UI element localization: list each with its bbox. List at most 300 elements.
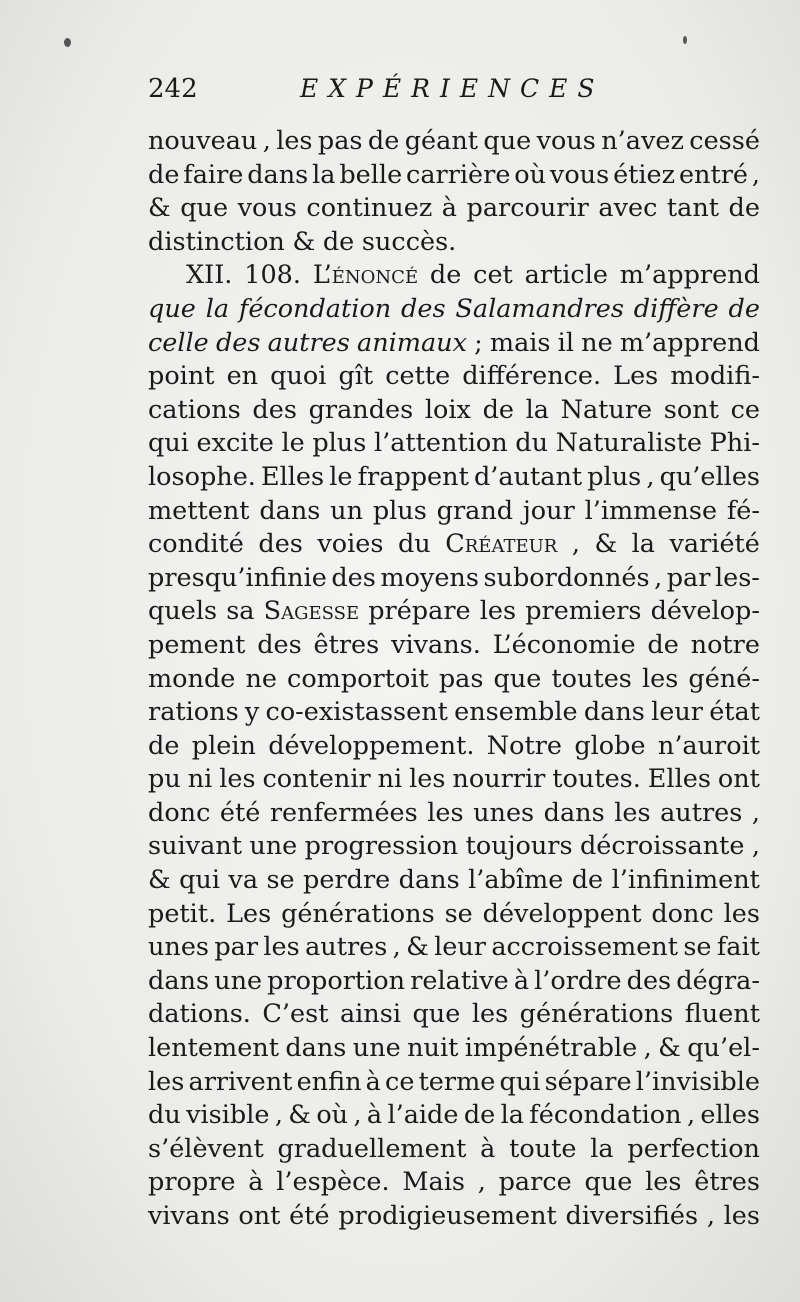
word-fragment: nouveau (148, 126, 258, 156)
word (427, 797, 463, 831)
word-fragment: rations (148, 697, 239, 728)
text-line (148, 192, 760, 226)
word-fragment: vivans (148, 1201, 230, 1231)
word-fragment: de (647, 629, 679, 660)
word (288, 1099, 311, 1133)
word-fragment: que (493, 663, 542, 694)
word-fragment: prépare (368, 596, 471, 627)
word-fragment: que (412, 999, 461, 1030)
word-fragment: la (312, 159, 336, 190)
word-fragment: générations (519, 999, 674, 1030)
word (473, 797, 534, 831)
word (523, 495, 575, 529)
word-fragment: contenir (262, 764, 371, 795)
word-fragment: les (645, 1167, 682, 1198)
word-fragment: parce (498, 1167, 572, 1198)
word-fragment: Créateur (445, 529, 558, 560)
word (226, 898, 271, 932)
word (613, 360, 658, 394)
word (452, 763, 545, 797)
word-fragment: le (329, 461, 353, 492)
word-fragment: animaux (357, 327, 467, 358)
word-fragment: pas (317, 126, 363, 156)
word-fragment: les (723, 898, 760, 929)
word-fragment: toute (509, 1133, 577, 1164)
word-fragment: dans (259, 495, 321, 526)
word (148, 797, 210, 831)
word-fragment: plein (191, 730, 256, 761)
word-fragment: toujours (465, 831, 573, 862)
word (148, 495, 250, 529)
word (263, 931, 299, 965)
word (180, 192, 228, 226)
word-fragment: autres (305, 932, 388, 963)
word-fragment: les (479, 596, 517, 627)
word-fragment: l’attention (373, 428, 508, 459)
word-fragment: à (366, 1100, 383, 1131)
word-fragment: générations (281, 898, 435, 929)
word (367, 1099, 382, 1133)
word-fragment: géant (404, 126, 478, 156)
word-fragment: fécondation (529, 1100, 682, 1131)
word-fragment: développent (482, 898, 642, 929)
word-fragment: prodigieusement (338, 1201, 557, 1231)
word-fragment: , (392, 932, 401, 963)
word-fragment: Les (613, 361, 659, 392)
word (353, 1099, 361, 1133)
word (473, 259, 513, 293)
word (358, 461, 469, 495)
word (627, 1133, 760, 1167)
word-fragment: par (214, 932, 259, 963)
word-fragment: toutes (551, 663, 632, 694)
word-fragment: nuit (407, 1033, 459, 1064)
text-line (148, 1032, 760, 1066)
word (148, 1099, 181, 1133)
word (387, 1099, 458, 1133)
word (613, 159, 675, 193)
word (285, 1032, 346, 1066)
word (645, 1166, 681, 1200)
word (478, 1166, 486, 1200)
word-fragment: pas (438, 663, 484, 694)
word-fragment: dans (285, 1033, 347, 1064)
word (534, 965, 621, 999)
word (368, 595, 470, 629)
text-line (148, 1099, 760, 1133)
word (667, 562, 711, 596)
word-fragment: diffère (633, 293, 719, 324)
word-fragment: , (571, 529, 580, 560)
word (487, 730, 562, 764)
word-fragment: à (513, 965, 530, 996)
word-fragment: ce (730, 394, 760, 425)
body-text (148, 125, 760, 1234)
word-fragment: ni (377, 764, 403, 795)
word-fragment: leur (651, 697, 703, 728)
word (529, 1099, 681, 1133)
word-fragment: qu’el- (687, 1033, 760, 1064)
word-fragment: relative (410, 965, 509, 996)
word-fragment: , (751, 159, 760, 190)
word (717, 931, 760, 965)
text-line (148, 360, 760, 394)
word-fragment: les (471, 999, 509, 1030)
text-line (148, 1166, 760, 1200)
word-fragment: mais (489, 327, 551, 358)
word (572, 528, 580, 562)
word (724, 898, 760, 932)
word (445, 528, 557, 562)
word (574, 730, 645, 764)
word-fragment: l’invisible (635, 1066, 760, 1097)
word (148, 1133, 264, 1167)
word (374, 427, 508, 461)
word (466, 830, 573, 864)
word (648, 763, 711, 797)
word-fragment: lentement (148, 1033, 279, 1064)
word (544, 797, 605, 831)
word-fragment: Naturaliste (555, 428, 702, 459)
word-fragment: dans (247, 159, 309, 190)
text-line (148, 1133, 760, 1167)
word (263, 763, 371, 797)
word-fragment: perfection (627, 1133, 760, 1164)
word-fragment: leur (434, 932, 486, 963)
word-fragment: Elles (261, 461, 325, 492)
word (752, 159, 760, 193)
word (366, 1066, 381, 1100)
word-fragment: les (263, 932, 300, 963)
word (214, 931, 258, 965)
word-fragment: la (205, 293, 230, 324)
word (405, 125, 478, 159)
word-fragment: visible (186, 1100, 270, 1131)
word (658, 1032, 681, 1066)
word (391, 629, 481, 663)
word-fragment: des (258, 529, 303, 560)
word (263, 125, 271, 159)
word (752, 830, 760, 864)
word-fragment: toutes. (552, 764, 641, 795)
word (148, 1066, 184, 1100)
text-line (148, 998, 760, 1032)
word-fragment: l’infiniment (611, 865, 760, 896)
word (148, 461, 256, 495)
word-fragment: que (584, 1167, 633, 1198)
word-fragment: subordonnés (483, 562, 650, 593)
word (731, 394, 760, 428)
word-fragment: du (515, 428, 549, 459)
word (148, 226, 285, 260)
word (148, 830, 242, 864)
word (289, 1200, 329, 1234)
text-line (148, 562, 760, 596)
word-fragment: , (654, 562, 663, 593)
word-fragment: succès. (361, 226, 457, 257)
word-fragment: avec (598, 193, 658, 224)
word-fragment: grand (436, 495, 514, 526)
word (632, 528, 655, 562)
word (472, 998, 508, 1032)
word-fragment: L’économie (492, 629, 636, 660)
word (340, 998, 401, 1032)
word (312, 427, 366, 461)
word-fragment: développement. (268, 730, 475, 761)
word (646, 461, 654, 495)
word (474, 327, 483, 361)
word-fragment: impénétrable (464, 1033, 638, 1064)
word (186, 259, 232, 293)
word (634, 293, 719, 327)
text-line (148, 830, 760, 864)
word (216, 327, 261, 361)
word (305, 931, 387, 965)
word (490, 327, 551, 361)
word (338, 360, 373, 394)
word-fragment: perdre (303, 865, 391, 896)
word-fragment: & (406, 932, 429, 963)
word-fragment: plus (312, 428, 367, 459)
ink-speck (64, 38, 71, 47)
word (584, 1166, 632, 1200)
word (514, 965, 529, 999)
word-fragment: & (658, 1033, 681, 1064)
word-fragment: été (289, 1201, 330, 1231)
word (644, 1032, 652, 1066)
word-fragment: différence. (462, 361, 602, 392)
word-fragment: article (524, 260, 608, 291)
word (670, 528, 760, 562)
word-fragment: se (444, 898, 473, 929)
word (148, 696, 239, 730)
word-fragment: notre (690, 629, 760, 660)
word (658, 730, 760, 764)
word-fragment: entré (678, 159, 748, 190)
word (148, 125, 257, 159)
word-fragment: de (463, 1100, 496, 1131)
word (480, 1133, 495, 1167)
word-fragment: les (148, 1066, 185, 1097)
word-fragment: autres (267, 327, 350, 358)
word (614, 797, 650, 831)
word-fragment: Nature (560, 394, 653, 425)
word (515, 427, 548, 461)
word-fragment: ont (717, 764, 760, 795)
text-line (148, 327, 760, 361)
word (244, 259, 301, 293)
word-fragment: cations (148, 394, 241, 425)
word-fragment: fé- (726, 495, 760, 526)
text-line (148, 595, 760, 629)
word-fragment: du (397, 529, 431, 560)
word (462, 360, 601, 394)
word (612, 864, 760, 898)
word (689, 125, 760, 159)
word (226, 595, 254, 629)
word (667, 192, 719, 226)
word (727, 495, 760, 529)
word-fragment: grandes (308, 394, 414, 425)
word (148, 427, 189, 461)
word (252, 394, 297, 428)
word (526, 394, 549, 428)
word-fragment: , (274, 1100, 283, 1131)
word-fragment: de (571, 865, 604, 896)
word-fragment: que (483, 126, 532, 156)
word (259, 495, 320, 529)
word-fragment: arrivent (188, 1066, 293, 1097)
word (219, 763, 255, 797)
word-fragment: dations. (148, 999, 251, 1030)
word-fragment: des (257, 629, 302, 660)
word (406, 931, 429, 965)
word-fragment: , (353, 1100, 362, 1131)
word-fragment: ; (474, 327, 483, 358)
word-fragment: cessé (689, 126, 760, 156)
text-line (148, 898, 760, 932)
word-fragment: les (614, 797, 651, 828)
word-fragment: où (514, 159, 547, 190)
word-fragment: fait (716, 932, 760, 963)
word (148, 1032, 279, 1066)
word-fragment: du (148, 1100, 181, 1131)
word-fragment: comportoit (287, 663, 429, 694)
word-fragment: & (292, 226, 316, 257)
word (331, 562, 376, 596)
word (465, 1032, 637, 1066)
word-fragment: proportion (267, 965, 406, 996)
word (239, 293, 391, 327)
word (409, 763, 445, 797)
word (660, 461, 760, 495)
word (467, 192, 589, 226)
word (454, 696, 577, 730)
word (468, 864, 563, 898)
word (406, 159, 510, 193)
word-fragment: une (352, 1033, 401, 1064)
text-line (148, 931, 760, 965)
word (683, 931, 711, 965)
word-fragment: quoi (270, 361, 327, 392)
word (148, 562, 327, 596)
word (729, 293, 760, 327)
word (437, 495, 513, 529)
word-fragment: & (288, 1100, 311, 1131)
word (249, 830, 297, 864)
word-fragment: cet (473, 260, 513, 291)
word (587, 461, 641, 495)
word-fragment: frappent (357, 461, 469, 492)
word-fragment: belle (339, 159, 403, 190)
word-fragment: loix (424, 394, 471, 425)
word-fragment: co-existassent (265, 697, 448, 728)
word-fragment: sa (226, 596, 255, 627)
word-fragment: , (643, 1033, 652, 1064)
word (248, 1166, 263, 1200)
word-fragment: dévelop- (650, 596, 760, 627)
word (266, 864, 294, 898)
word (585, 495, 717, 529)
word-fragment: , (751, 797, 760, 828)
running-title: EXPÉRIENCES (300, 74, 605, 103)
word (514, 159, 546, 193)
word-fragment: fécondation (238, 293, 392, 324)
word (287, 663, 429, 697)
word (148, 663, 235, 697)
word-fragment: nourrir (452, 764, 546, 795)
word (362, 226, 456, 260)
word (694, 1166, 760, 1200)
word (729, 192, 760, 226)
word (270, 360, 326, 394)
word (464, 1099, 495, 1133)
word-fragment: que (180, 193, 229, 224)
word-fragment: sépare (544, 1066, 632, 1097)
word-fragment: va (228, 865, 259, 896)
word (525, 595, 641, 629)
word-fragment: propre (148, 1167, 236, 1198)
word-fragment: n’auroit (657, 730, 760, 761)
word-fragment: , (262, 126, 271, 156)
text-line (148, 1200, 760, 1234)
word-fragment: jour (522, 495, 575, 526)
word (277, 1133, 466, 1167)
word (483, 394, 514, 428)
word (494, 663, 542, 697)
word (545, 1066, 632, 1100)
text-line (148, 1066, 760, 1100)
text-line (148, 528, 760, 562)
word-fragment: Les (226, 898, 272, 929)
word-fragment: les- (714, 562, 760, 593)
word-fragment: vous (536, 126, 596, 156)
text-line (148, 259, 760, 293)
word-fragment: vivans. (391, 629, 481, 660)
word (297, 1066, 362, 1100)
word-fragment: presqu’infinie (148, 562, 327, 593)
word (148, 965, 209, 999)
text-line (148, 965, 760, 999)
word (651, 898, 713, 932)
word-fragment: des (401, 293, 446, 324)
word-fragment: ce (385, 1066, 415, 1097)
word-fragment: accroissement (491, 932, 678, 963)
word-fragment: à (248, 1167, 264, 1198)
word-fragment: donc (651, 898, 714, 929)
word-fragment: graduellement (277, 1133, 467, 1164)
word (700, 1099, 760, 1133)
word (670, 360, 760, 394)
word-fragment: décroissante (579, 831, 745, 862)
word (442, 192, 457, 226)
word (148, 394, 241, 428)
word-fragment: condité (148, 529, 244, 560)
word-fragment: l’abîme (468, 865, 564, 896)
word (148, 327, 209, 361)
word (281, 898, 435, 932)
word-fragment: les (409, 764, 446, 795)
word (550, 159, 609, 193)
word (691, 629, 760, 663)
word-fragment: qu’elles (659, 461, 760, 492)
word-fragment: été (219, 797, 261, 828)
word (368, 125, 399, 159)
word (654, 562, 662, 596)
word-fragment: l’espèce. (276, 1167, 390, 1198)
word-fragment: les (723, 1201, 760, 1231)
word (430, 259, 461, 293)
